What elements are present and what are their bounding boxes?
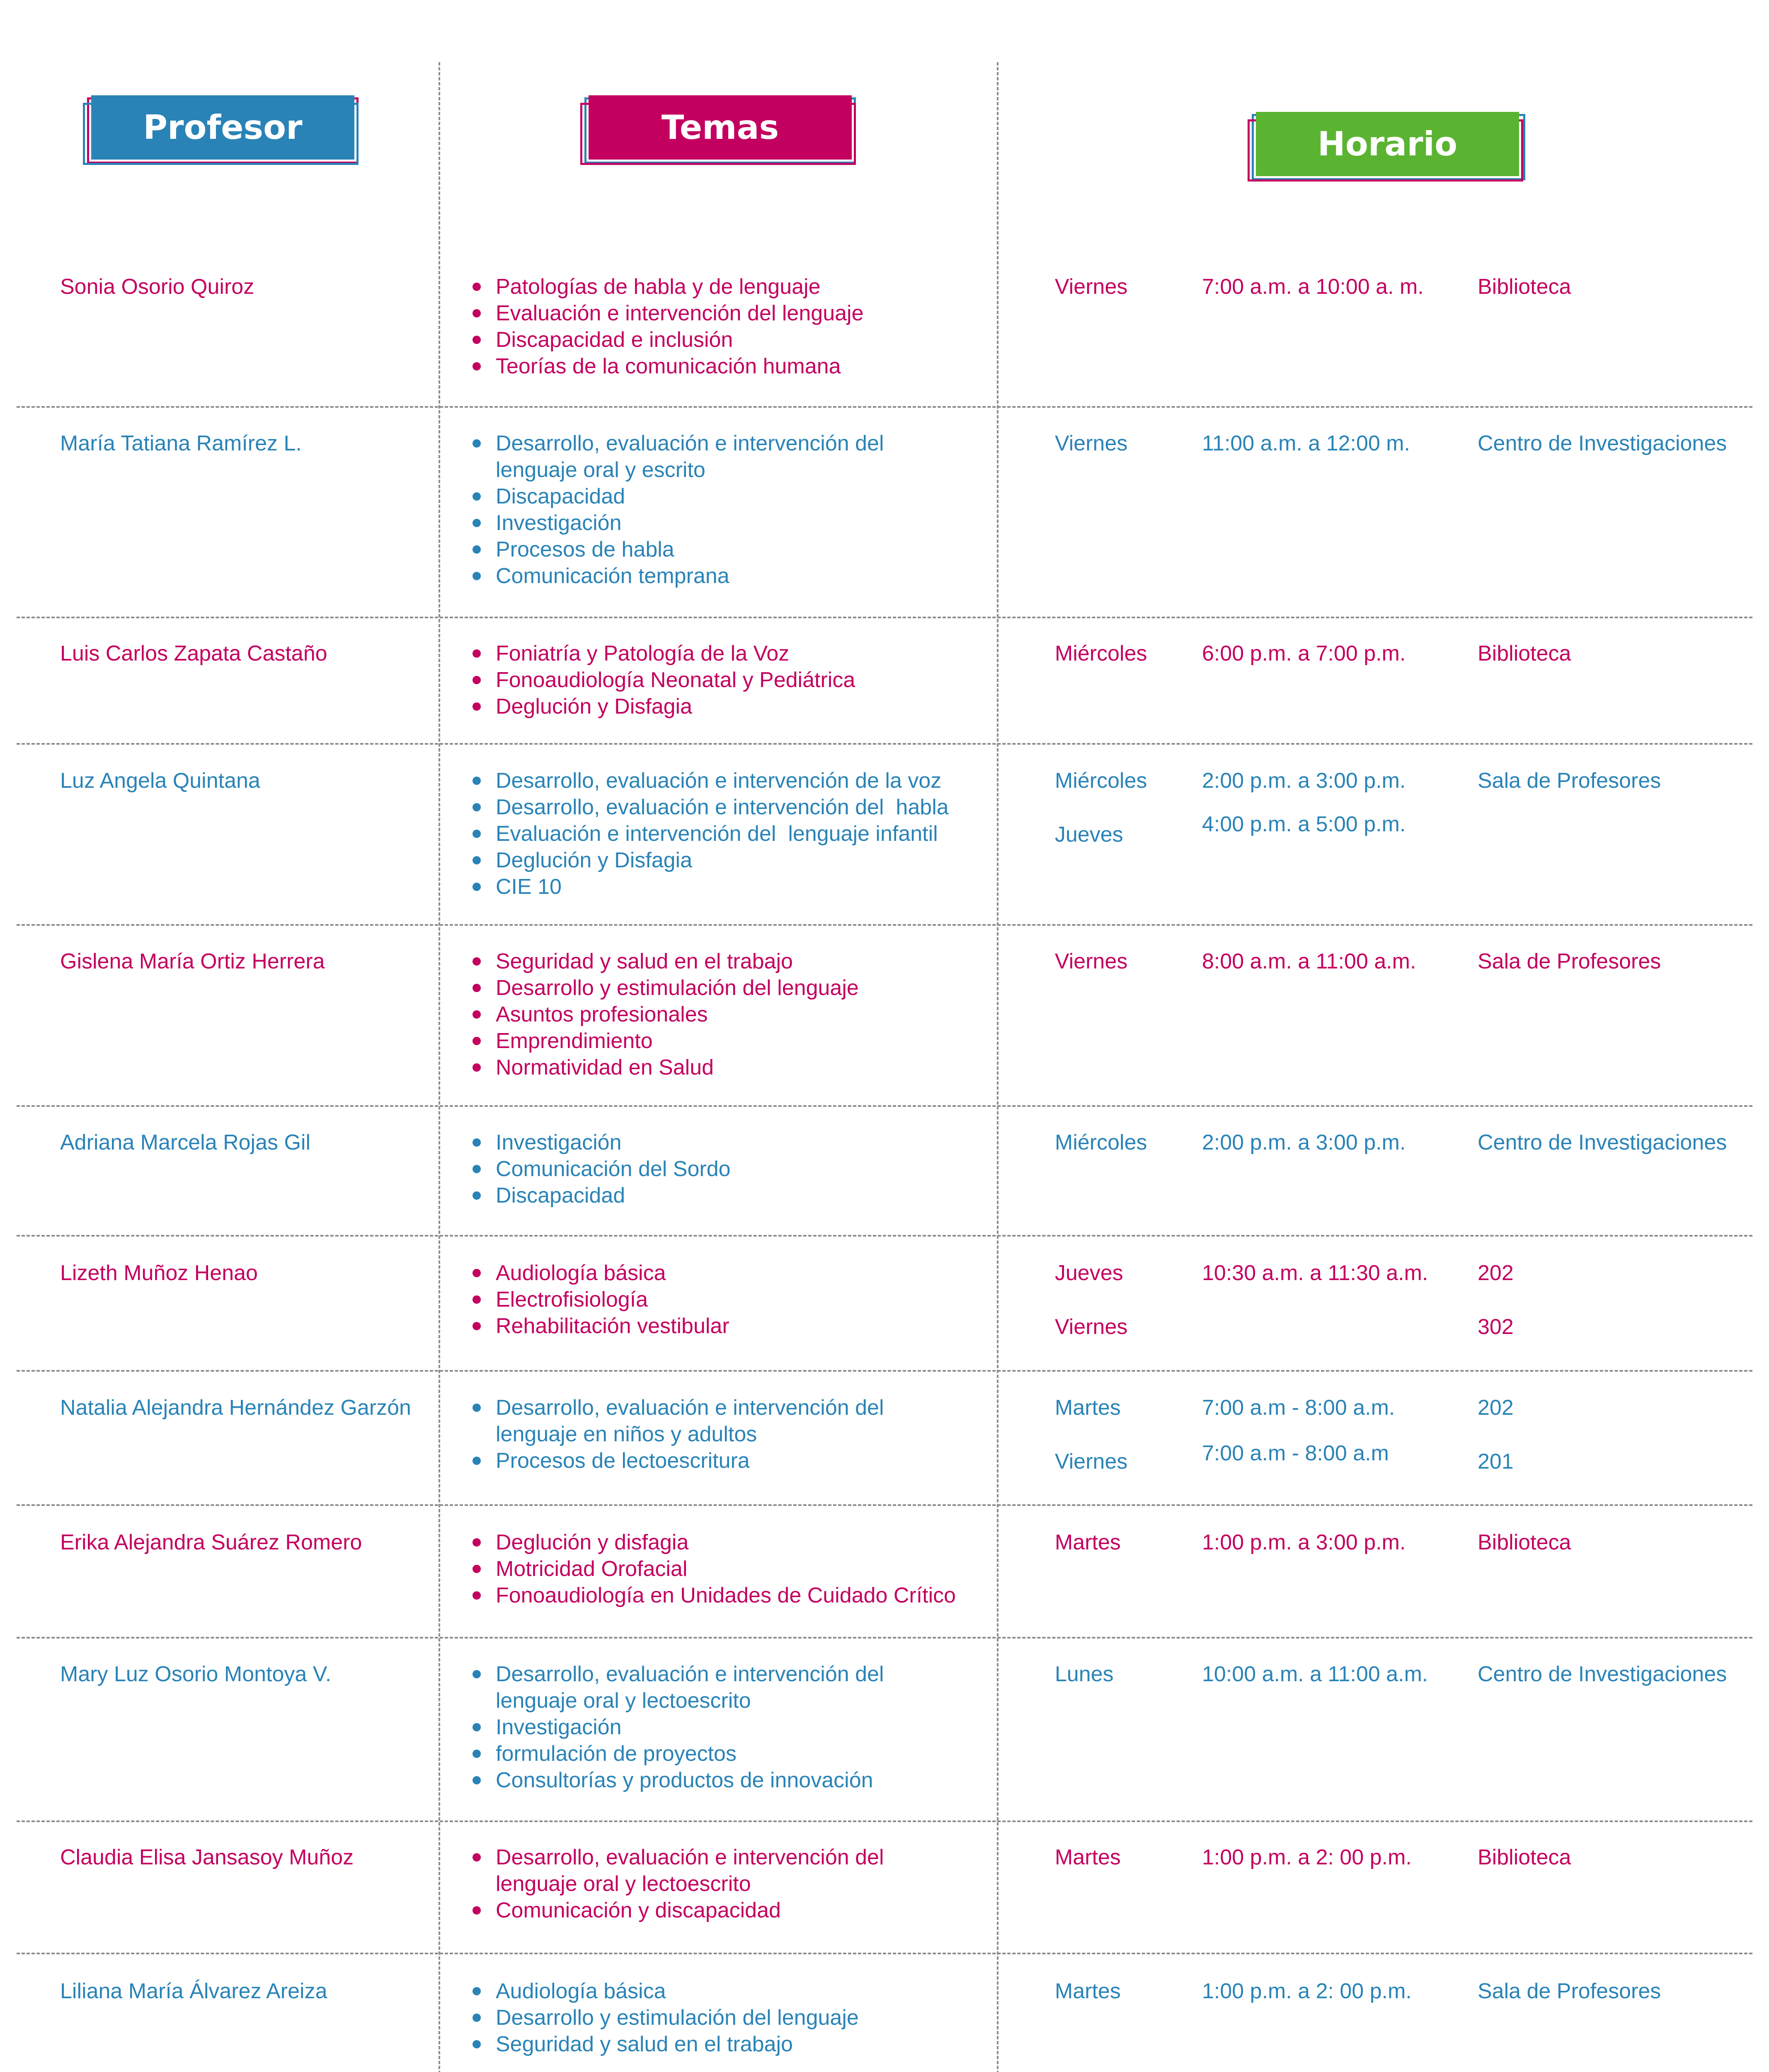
topics-list [473, 430, 884, 589]
topic-item [473, 1556, 956, 1582]
topic-text: Desarrollo, evaluación e intervención de la voz [496, 769, 942, 793]
schedule-day: Viernes [1055, 1450, 1128, 1474]
bullet-icon [473, 2014, 481, 2022]
column-divider-1 [439, 62, 440, 2072]
bullet-icon [473, 702, 481, 711]
topic-text: Audiología básica [496, 1979, 666, 2003]
schedule-place: Centro de Investigaciones [1478, 1662, 1727, 1686]
schedule-day: Miércoles [1055, 1130, 1147, 1155]
bullet-icon [473, 362, 481, 370]
topic-text: Emprendimiento [496, 1029, 653, 1053]
row-divider [17, 1953, 1752, 1954]
topic-item [473, 948, 859, 975]
schedule-place: 201 [1478, 1450, 1514, 1474]
topics-list [473, 948, 859, 1081]
topic-item [473, 2031, 859, 2057]
topic-text: Discapacidad e inclusión [496, 328, 733, 352]
bullet-icon [473, 1063, 481, 1072]
bullet-icon [473, 1906, 481, 1915]
topic-text: CIE 10 [496, 875, 562, 899]
topic-text: Teorías de la comunicación humana [496, 354, 841, 378]
bullet-icon [473, 1853, 481, 1861]
profesor-name: Natalia Alejandra Hernández Garzón [60, 1396, 411, 1420]
schedule-time: 7:00 a.m - 8:00 a.m [1202, 1441, 1389, 1465]
topic-item [473, 767, 949, 794]
topic-item [473, 430, 884, 483]
bullet-icon [473, 1723, 481, 1731]
profesor-name: Liliana María Álvarez Areiza [60, 1979, 327, 2003]
topic-item [473, 1260, 729, 1286]
topic-item [473, 1978, 859, 2004]
topic-text: Investigación [496, 1715, 622, 1739]
topic-text: Consultorías y productos de innovación [496, 1768, 873, 1792]
schedule-time: 1:00 p.m. a 2: 00 p.m. [1202, 1845, 1412, 1869]
schedule-day: Miércoles [1055, 769, 1147, 793]
topic-text: Desarrollo y estimulación del lenguaje [496, 2006, 859, 2030]
profesor-name: Claudia Elisa Jansasoy Muñoz [60, 1845, 354, 1869]
topic-item [473, 274, 864, 300]
topic-text: lenguaje en niños y adultos [496, 1422, 757, 1446]
bullet-icon [473, 1322, 481, 1330]
topic-text: Foniatría y Patología de la Voz [496, 641, 790, 666]
topic-text: Desarrollo, evaluación e intervención del habla [496, 795, 949, 819]
topic-item [473, 1661, 884, 1714]
topic-text: Desarrollo, evaluación e intervención del [496, 431, 884, 455]
topic-text: Procesos de habla [496, 537, 674, 562]
schedule-day: Miércoles [1055, 641, 1147, 666]
topic-text: Audiología básica [496, 1261, 666, 1285]
profesor-name: Mary Luz Osorio Montoya V. [60, 1662, 332, 1686]
bullet-icon [473, 649, 481, 658]
schedule-time: 7:00 a.m. a 10:00 a. m. [1202, 275, 1424, 299]
topic-item [473, 536, 884, 563]
row-divider [17, 617, 1752, 618]
bullet-icon [473, 492, 481, 501]
schedule-place: Biblioteca [1478, 1845, 1571, 1869]
row-divider [17, 1504, 1752, 1506]
topics-list [473, 1661, 884, 1794]
bullet-icon [473, 1295, 481, 1304]
topic-text: Seguridad y salud en el trabajo [496, 949, 793, 973]
schedule-day: Jueves [1055, 1261, 1123, 1285]
topics-list [473, 1529, 956, 1609]
profesor-name: Luis Carlos Zapata Castaño [60, 641, 327, 666]
bullet-icon [473, 1565, 481, 1573]
schedule-time: 1:00 p.m. a 2: 00 p.m. [1202, 1979, 1412, 2003]
bullet-icon [473, 1538, 481, 1547]
bullet-icon [473, 283, 481, 291]
bullet-icon [473, 1670, 481, 1678]
row-divider [17, 406, 1752, 408]
topic-item [473, 1001, 859, 1028]
topic-text: Patologías de habla y de lenguaje [496, 275, 821, 299]
topic-text: Normatividad en Salud [496, 1055, 714, 1080]
bullet-icon [473, 1750, 481, 1758]
bullet-icon [473, 883, 481, 891]
bullet-icon [473, 2040, 481, 2048]
header-temas [580, 95, 858, 166]
schedule-day: Martes [1055, 1530, 1121, 1554]
topic-item [473, 1156, 731, 1182]
bullet-icon [473, 336, 481, 344]
topic-text: formulación de proyectos [496, 1742, 737, 1766]
topics-list [473, 1260, 729, 1339]
row-divider [17, 743, 1752, 745]
header-horario [1248, 112, 1527, 182]
topic-text: Investigación [496, 511, 622, 535]
schedule-day: Martes [1055, 1845, 1121, 1869]
topic-item [473, 2004, 859, 2031]
header-temas-label: Temas [589, 95, 852, 160]
bullet-icon [473, 676, 481, 684]
topic-text: Fonoaudiología Neonatal y Pediátrica [496, 668, 855, 692]
topic-text: Motricidad Orofacial [496, 1557, 688, 1581]
topic-text: Deglución y disfagia [496, 1530, 689, 1554]
header-horario-label: Horario [1256, 112, 1519, 176]
schedule-place: 202 [1478, 1261, 1514, 1285]
topic-item [473, 510, 884, 536]
topic-text: Fonoaudiología en Unidades de Cuidado Crítico [496, 1583, 956, 1607]
column-divider-2 [997, 62, 998, 2072]
topic-item [473, 874, 949, 900]
schedule-day: Viernes [1055, 1315, 1128, 1339]
topic-item [473, 1767, 884, 1794]
bullet-icon [473, 1457, 481, 1465]
topic-item [473, 1844, 884, 1897]
topic-item [473, 1313, 729, 1339]
topic-item [473, 1394, 884, 1447]
schedule-place: Biblioteca [1478, 641, 1571, 666]
topic-item [473, 300, 864, 327]
schedule-time: 2:00 p.m. a 3:00 p.m. [1202, 1130, 1406, 1155]
topic-text: lenguaje oral y escrito [496, 458, 705, 482]
topic-text: Electrofisiología [496, 1288, 648, 1312]
schedule-place: Sala de Profesores [1478, 769, 1661, 793]
topic-item [473, 1028, 859, 1054]
schedule-day: Viernes [1055, 949, 1128, 973]
row-divider [17, 1820, 1752, 1822]
schedule-time: 11:00 a.m. a 12:00 m. [1202, 431, 1410, 455]
topic-item [473, 327, 864, 353]
topic-text: Rehabilitación vestibular [496, 1314, 729, 1338]
topic-item [473, 794, 949, 821]
schedule-place: Sala de Profesores [1478, 1979, 1661, 2003]
schedule-time: 4:00 p.m. a 5:00 p.m. [1202, 812, 1406, 836]
schedule-place: Centro de Investigaciones [1478, 1130, 1727, 1155]
topics-list [473, 1978, 859, 2057]
bullet-icon [473, 803, 481, 811]
schedule-day: Jueves [1055, 823, 1123, 847]
topics-list [473, 640, 855, 720]
topic-item [473, 1182, 731, 1209]
topic-item [473, 667, 855, 693]
row-divider [17, 1105, 1752, 1107]
row-divider [17, 1637, 1752, 1639]
header-profesor [83, 95, 361, 166]
topic-text: Procesos de lectoescritura [496, 1449, 750, 1473]
bullet-icon [473, 519, 481, 527]
topic-text: Discapacidad [496, 1184, 625, 1208]
topic-text: lenguaje oral y lectoescrito [496, 1689, 751, 1713]
header-profesor-label: Profesor [91, 95, 354, 160]
topics-list [473, 767, 949, 900]
bullet-icon [473, 1037, 481, 1045]
topic-item [473, 353, 864, 380]
topic-item [473, 1582, 956, 1609]
schedule-place: 302 [1478, 1315, 1514, 1339]
topic-item [473, 693, 855, 720]
bullet-icon [473, 957, 481, 966]
bullet-icon [473, 1269, 481, 1277]
topic-text: Desarrollo y estimulación del lenguaje [496, 976, 859, 1000]
topic-item [473, 640, 855, 667]
schedule-day: Lunes [1055, 1662, 1114, 1686]
topic-text: Comunicación temprana [496, 564, 729, 588]
topic-item [473, 821, 949, 847]
topic-text: Desarrollo, evaluación e intervención del [496, 1845, 884, 1869]
bullet-icon [473, 545, 481, 554]
topic-text: Evaluación e intervención del lenguaje [496, 301, 864, 325]
topic-text: Comunicación y discapacidad [496, 1898, 781, 1922]
bullet-icon [473, 1404, 481, 1412]
topic-text: Desarrollo, evaluación e intervención del [496, 1396, 884, 1420]
topic-item [473, 483, 884, 510]
topic-item [473, 975, 859, 1001]
profesor-name: Sonia Osorio Quiroz [60, 275, 254, 299]
schedule-time: 10:30 a.m. a 11:30 a.m. [1202, 1261, 1428, 1285]
bullet-icon [473, 1776, 481, 1784]
row-divider [17, 1235, 1752, 1237]
schedule-day: Martes [1055, 1979, 1121, 2003]
topics-list [473, 274, 864, 380]
topic-text: Asuntos profesionales [496, 1002, 708, 1026]
topics-list [473, 1129, 731, 1209]
schedule-day: Viernes [1055, 275, 1128, 299]
schedule-place: Sala de Profesores [1478, 949, 1661, 973]
topic-text: Discapacidad [496, 484, 625, 508]
bullet-icon [473, 830, 481, 838]
topic-item [473, 1740, 884, 1767]
topic-text: Deglución y Disfagia [496, 695, 693, 719]
topic-item [473, 1529, 956, 1556]
profesor-name: María Tatiana Ramírez L. [60, 431, 302, 455]
topic-item [473, 1286, 729, 1313]
row-divider [17, 1370, 1752, 1372]
topic-text: Comunicación del Sordo [496, 1157, 731, 1181]
schedule-time: 10:00 a.m. a 11:00 a.m. [1202, 1662, 1428, 1686]
schedule-place: Biblioteca [1478, 1530, 1571, 1554]
topics-list [473, 1844, 884, 1924]
bullet-icon [473, 1591, 481, 1600]
profesor-name: Erika Alejandra Suárez Romero [60, 1530, 362, 1554]
bullet-icon [473, 1165, 481, 1173]
schedule-time: 8:00 a.m. a 11:00 a.m. [1202, 949, 1416, 973]
topic-item [473, 1714, 884, 1740]
bullet-icon [473, 1191, 481, 1200]
topic-item [473, 563, 884, 589]
bullet-icon [473, 572, 481, 580]
bullet-icon [473, 439, 481, 448]
schedule-place: 202 [1478, 1396, 1514, 1420]
schedule-time: 7:00 a.m - 8:00 a.m. [1202, 1396, 1395, 1420]
topic-item [473, 1054, 859, 1081]
topics-list [473, 1394, 884, 1474]
schedule-time: 2:00 p.m. a 3:00 p.m. [1202, 769, 1406, 793]
profesor-name: Gislena María Ortiz Herrera [60, 949, 325, 973]
topic-text: Seguridad y salud en el trabajo [496, 2032, 793, 2056]
topic-item [473, 1129, 731, 1156]
bullet-icon [473, 1987, 481, 1995]
schedule-day: Viernes [1055, 431, 1128, 455]
topic-text: Deglución y Disfagia [496, 848, 693, 872]
topic-text: Investigación [496, 1130, 622, 1155]
schedule-place: Biblioteca [1478, 275, 1571, 299]
profesor-name: Lizeth Muñoz Henao [60, 1261, 258, 1285]
bullet-icon [473, 1138, 481, 1147]
bullet-icon [473, 856, 481, 864]
schedule-day: Martes [1055, 1396, 1121, 1420]
schedule-time: 1:00 p.m. a 3:00 p.m. [1202, 1530, 1406, 1554]
topic-text: Desarrollo, evaluación e intervención del [496, 1662, 884, 1686]
bullet-icon [473, 1010, 481, 1019]
profesor-name: Luz Angela Quintana [60, 769, 260, 793]
bullet-icon [473, 777, 481, 785]
bullet-icon [473, 984, 481, 992]
bullet-icon [473, 309, 481, 317]
schedule-place: Centro de Investigaciones [1478, 431, 1727, 455]
topic-text: lenguaje oral y lectoescrito [496, 1872, 751, 1896]
profesor-name: Adriana Marcela Rojas Gil [60, 1130, 311, 1155]
schedule-time: 6:00 p.m. a 7:00 p.m. [1202, 641, 1406, 666]
topic-text: Evaluación e intervención del lenguaje infantil [496, 822, 938, 846]
topic-item [473, 1447, 884, 1474]
topic-item [473, 1897, 884, 1924]
topic-item [473, 847, 949, 874]
row-divider [17, 924, 1752, 926]
